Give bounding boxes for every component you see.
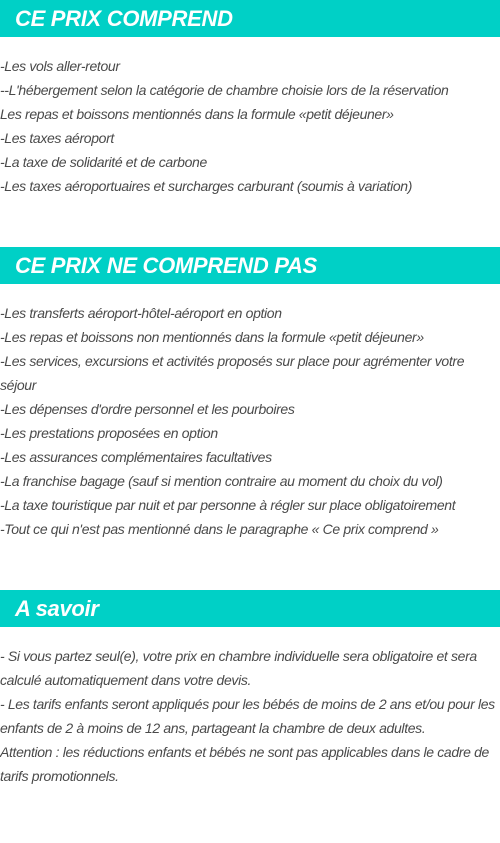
list-item: -Les transferts aéroport-hôtel-aéroport en option	[0, 305, 282, 321]
list-item: - Si vous partez seul(e), votre prix en chambre individuelle sera obligatoire et sera calculé automatiquement dans votre devis.	[0, 648, 477, 688]
section-good-to-know	[0, 590, 500, 788]
list-item: -La taxe touristique par nuit et par personne à régler sur place obligatoirement	[0, 497, 456, 513]
list-item: -Les taxes aéroportuaires et surcharges carburant (soumis à variation)	[0, 178, 413, 194]
list-item: -Les dépenses d'ordre personnel et les pourboires	[0, 401, 295, 417]
list-item: -Tout ce qui n'est pas mentionné dans le paragraphe « Ce prix comprend »	[0, 521, 439, 537]
list-item: -Les prestations proposées en option	[0, 425, 218, 441]
good-to-know-list	[0, 644, 500, 788]
list-item: Attention : les réductions enfants et bébés ne sont pas applicables dans le cadre de tarifs promotionnels.	[0, 744, 489, 784]
section-included	[0, 0, 500, 198]
list-item: -La taxe de solidarité et de carbone	[0, 154, 207, 170]
section-title: CE PRIX COMPREND	[0, 0, 500, 37]
list-item: -Les taxes aéroport	[0, 130, 114, 146]
section-title: A savoir	[0, 590, 500, 627]
list-item: -Les vols aller-retour	[0, 58, 120, 74]
list-item: --L'hébergement selon la catégorie de chambre choisie lors de la réservation	[0, 82, 449, 98]
list-item: - Les tarifs enfants seront appliqués pour les bébés de moins de 2 ans et/ou pour les enfants de 2 à moins de 12 ans, partageant la chambre de deux adultes.	[0, 696, 495, 736]
list-item: -Les services, excursions et activités proposés sur place pour agrémenter votre séjour	[0, 353, 465, 393]
list-item: -Les repas et boissons non mentionnés dans la formule «petit déjeuner»	[0, 329, 424, 345]
list-item: -La franchise bagage (sauf si mention contraire au moment du choix du vol)	[0, 473, 443, 489]
section-title: CE PRIX NE COMPREND PAS	[0, 247, 500, 284]
section-not-included	[0, 247, 500, 541]
included-list	[0, 54, 500, 198]
list-item: -Les assurances complémentaires facultatives	[0, 449, 272, 465]
not-included-list	[0, 301, 500, 541]
list-item: Les repas et boissons mentionnés dans la formule «petit déjeuner»	[0, 106, 394, 122]
